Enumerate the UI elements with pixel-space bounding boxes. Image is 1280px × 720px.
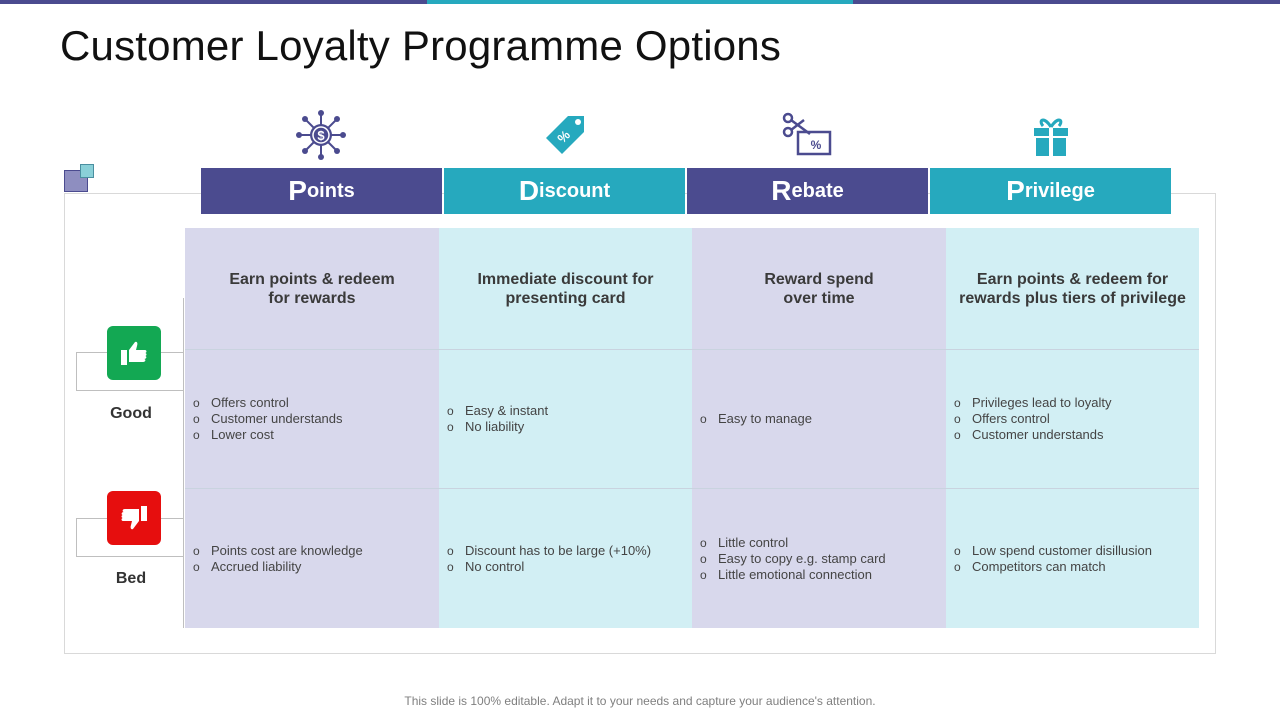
good-cell [692, 350, 946, 489]
list-item: o Easy to manage [700, 411, 812, 427]
list-item: o Low spend customer disillusion [954, 543, 1152, 559]
good-label: Good [110, 405, 152, 422]
decor-square-teal [80, 164, 94, 178]
options-grid [185, 228, 1199, 628]
bad-list [439, 543, 651, 575]
list-item: o No control [447, 559, 651, 575]
svg-text:%: % [810, 138, 822, 152]
thumbs-down-icon [107, 491, 161, 545]
top-accent-bar [0, 0, 1280, 4]
list-item: o Lower cost [193, 427, 343, 443]
summary-cell: Reward spend over time [692, 228, 946, 350]
row-rail [183, 298, 184, 628]
scissors-coupon-icon [780, 108, 834, 162]
list-item: o Customer understands [193, 411, 343, 427]
bad-cell [946, 489, 1199, 628]
good-list [439, 403, 548, 435]
bad-cell [185, 489, 439, 628]
summary-cell: Earn points & redeem for rewards [185, 228, 439, 350]
list-item: o Easy to copy e.g. stamp card [700, 551, 886, 567]
column-privilege [946, 228, 1199, 628]
column-rebate [692, 228, 946, 628]
list-item: o Little emotional connection [700, 567, 886, 583]
list-item: o Offers control [193, 395, 343, 411]
list-item: o Privileges lead to loyalty [954, 395, 1111, 411]
good-cell [439, 350, 692, 489]
header-rebate: R ebate [687, 168, 928, 214]
column-points [185, 228, 439, 628]
good-list [185, 395, 343, 443]
bad-list [946, 543, 1152, 575]
good-cell [946, 350, 1199, 489]
list-item: o Little control [700, 535, 886, 551]
header-points: P oints [201, 168, 442, 214]
discount-tag-icon [538, 108, 592, 162]
svg-text:$: $ [317, 128, 325, 143]
good-list [692, 411, 812, 427]
list-item: o Discount has to be large (+10%) [447, 543, 651, 559]
footer-note: This slide is 100% editable. Adapt it to your needs and capture your audience's attention. [404, 694, 876, 708]
list-item: o Offers control [954, 411, 1111, 427]
column-discount [439, 228, 692, 628]
header-discount: D iscount [444, 168, 685, 214]
summary-cell: Earn points & redeem for rewards plus tiers of privilege [946, 228, 1199, 350]
gift-icon [1024, 108, 1078, 162]
bad-label: Bed [115, 570, 147, 587]
summary-cell: Immediate discount for presenting card [439, 228, 692, 350]
svg-text:%: % [554, 127, 574, 147]
list-item: o Easy & instant [447, 403, 548, 419]
list-item: o Points cost are knowledge [193, 543, 363, 559]
header-privilege: P rivilege [930, 168, 1171, 214]
bad-cell [692, 489, 946, 628]
dollar-network-icon [294, 108, 348, 162]
list-item: o No liability [447, 419, 548, 435]
good-cell [185, 350, 439, 489]
list-item: o Accrued liability [193, 559, 363, 575]
list-item: o Competitors can match [954, 559, 1152, 575]
good-list [946, 395, 1111, 443]
bad-list [185, 543, 363, 575]
page-title: Customer Loyalty Programme Options [60, 22, 782, 69]
list-item: o Customer understands [954, 427, 1111, 443]
bad-list [692, 535, 886, 583]
thumbs-up-icon [107, 326, 161, 380]
column-headers [201, 168, 1173, 214]
bad-cell [439, 489, 692, 628]
